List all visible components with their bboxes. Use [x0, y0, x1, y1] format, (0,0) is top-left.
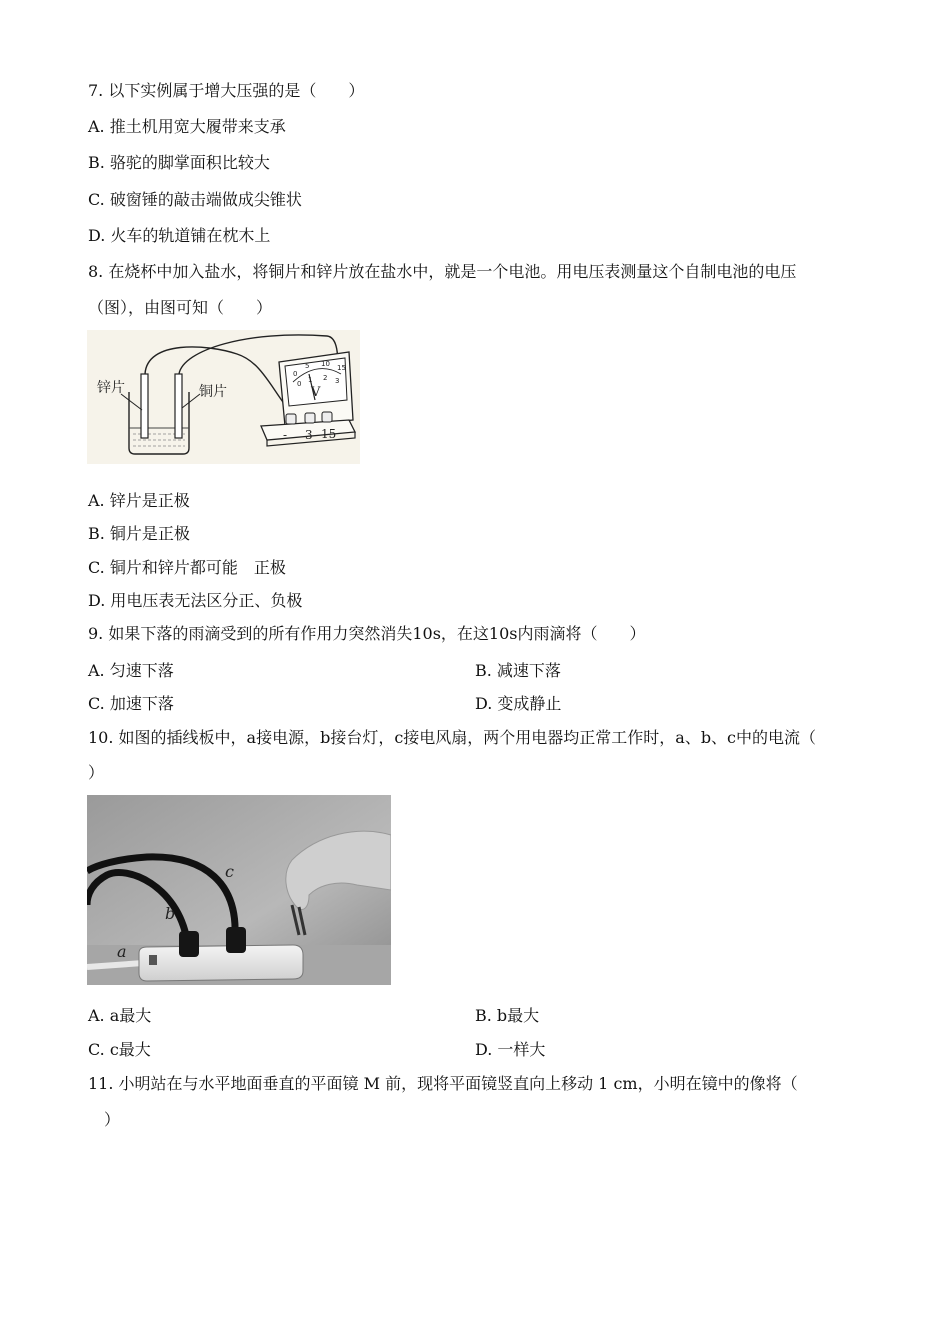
q7-option-c: C. 破窗锤的敲击端做成尖锥状	[88, 190, 302, 209]
q11-stem-line1: 11. 小明站在与水平地面垂直的平面镜 M 前，现将平面镜竖直向上移动 1 cm，小明在镜中的像将（	[88, 1074, 798, 1093]
q8-stem-line1: 8. 在烧杯中加入盐水，将铜片和锌片放在盐水中，就是一个电池。用电压表测量这个自制电池的电压	[88, 262, 797, 281]
scale-top-0: 0	[293, 370, 298, 378]
q7-stem: 7. 以下实例属于增大压强的是（ ）	[88, 81, 365, 100]
label-zinc: 锌片	[97, 380, 125, 396]
q7-option-b: B. 骆驼的脚掌面积比较大	[88, 153, 270, 172]
q10-option-b: B. b最大	[475, 1006, 540, 1025]
q7-option-a: A. 推土机用宽大履带来支承	[88, 117, 286, 136]
q8-option-c: C. 铜片和锌片都可能 正极	[88, 558, 286, 577]
scale-top-15: 15	[337, 364, 346, 372]
q8-stem-line2: （图），由图可知（ ）	[88, 298, 273, 317]
q9-option-c: C. 加速下落	[88, 694, 174, 713]
label-a: a	[117, 942, 127, 961]
q9-option-a: A. 匀速下落	[88, 661, 174, 680]
q10-power-strip-photo	[87, 795, 391, 985]
q10-option-c: C. c最大	[88, 1040, 151, 1059]
q7-option-d: D. 火车的轨道铺在枕木上	[88, 226, 271, 245]
q9-option-d: D. 变成静止	[475, 694, 562, 713]
label-c: c	[225, 862, 234, 881]
q8-option-a: A. 锌片是正极	[88, 491, 190, 510]
q9-option-b: B. 减速下落	[475, 661, 561, 680]
q8-option-d: D. 用电压表无法区分正、负极	[88, 591, 303, 610]
scale-bottom-0: 0	[297, 380, 302, 388]
q8-voltmeter-figure	[87, 330, 360, 464]
q9-stem: 9. 如果下落的雨滴受到的所有作用力突然消失10s，在这10s内雨滴将（ ）	[88, 624, 646, 643]
q10-option-d: D. 一样大	[475, 1040, 546, 1059]
terminal-15: 15	[321, 427, 337, 441]
scale-top-5: 5	[305, 362, 310, 370]
q10-option-a: A. a最大	[88, 1006, 152, 1025]
terminal-minus: -	[283, 428, 288, 442]
q10-stem-line1: 10. 如图的插线板中，a接电源，b接台灯，c接电风扇，两个用电器均正常工作时，a、b、c中的电流（	[88, 728, 817, 747]
label-copper: 铜片	[199, 384, 227, 400]
q8-option-b: B. 铜片是正极	[88, 524, 190, 543]
scale-bottom-2: 2	[323, 374, 328, 382]
q11-stem-line2: ）	[104, 1110, 121, 1129]
meter-symbol: V	[311, 385, 321, 400]
terminal-3: 3	[305, 428, 313, 442]
scale-bottom-3: 3	[335, 377, 340, 385]
label-b: b	[165, 904, 176, 923]
scale-top-10: 10	[321, 360, 330, 368]
scale-bottom-1: 1	[308, 376, 313, 384]
q10-stem-line2: ）	[88, 763, 105, 782]
